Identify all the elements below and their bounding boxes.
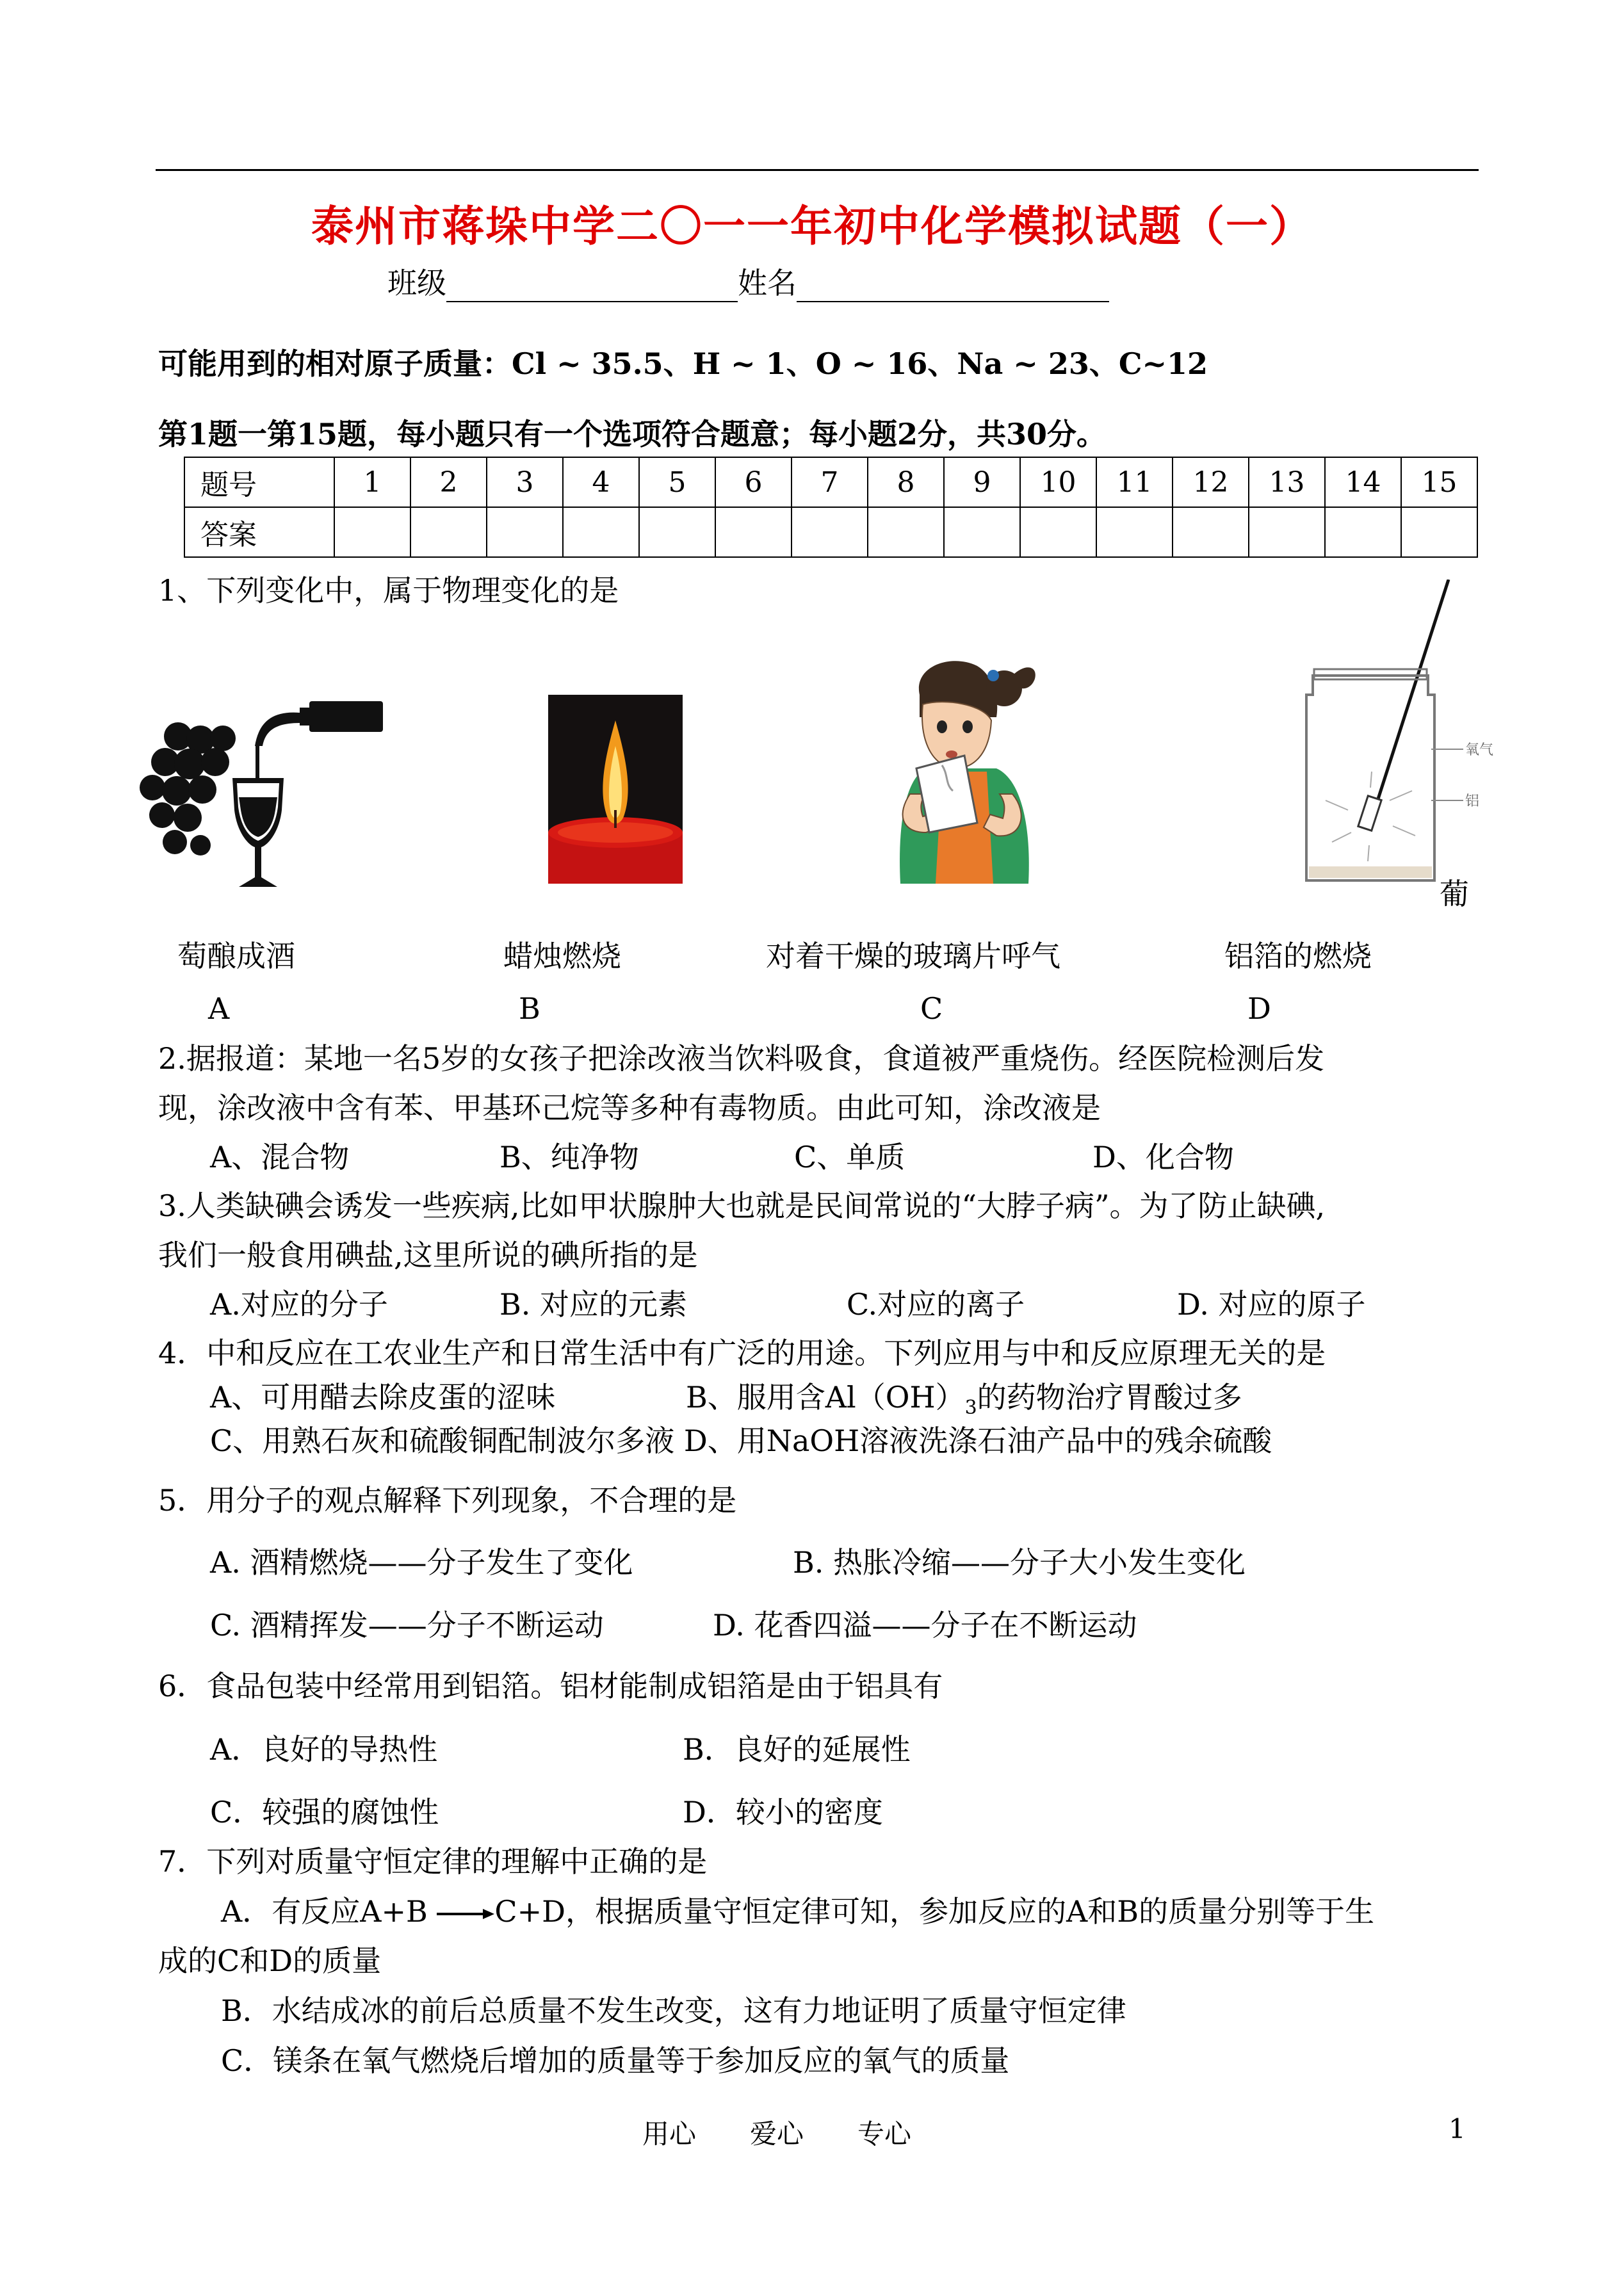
- q4-stem: 4．中和反应在工农业生产和日常生活中有广泛的用途。下列应用与中和反应原理无关的是: [158, 1336, 1326, 1370]
- q7-option-a-tail: C+D，根据质量守恒定律可知，参加反应的A和B的质量分别等于生: [494, 1894, 1375, 1929]
- q4-option-a: A、可用醋去除皮蛋的涩味: [210, 1380, 556, 1415]
- answer-table-cell: 13: [1249, 457, 1325, 507]
- top-rule: [156, 169, 1479, 171]
- page-title: 泰州市蒋垛中学二〇一一年初中化学模拟试题（一）: [311, 201, 1313, 251]
- answer-table-cell: 15: [1401, 457, 1477, 507]
- q6-option-b: B．良好的延展性: [683, 1732, 911, 1767]
- answer-table-cell: 11: [1096, 457, 1173, 507]
- answer-blank[interactable]: [792, 507, 868, 557]
- answer-blank[interactable]: [487, 507, 563, 557]
- answer-table-cell: 2: [410, 457, 487, 507]
- answer-table: [184, 457, 1478, 558]
- q3-line1: 3.人类缺碘会诱发一些疾病,比如甲状腺肿大也就是民间常说的“大脖子病”。为了防止缺碘,: [158, 1188, 1326, 1223]
- answer-table-answer-row: [184, 507, 1477, 557]
- answer-table-cell: 7: [792, 457, 868, 507]
- aluminum-label: 铝: [1465, 793, 1480, 809]
- q7-stem: 7．下列对质量守恒定律的理解中正确的是: [158, 1844, 708, 1879]
- answer-table-cell: 3: [487, 457, 563, 507]
- q1-caption-c: 对着干燥的玻璃片呼气: [766, 939, 1060, 973]
- q1-letter-c: C: [920, 991, 943, 1026]
- name-blank[interactable]: [797, 273, 1109, 302]
- q7-option-a-text: A．有反应A+B: [221, 1894, 437, 1929]
- q2-line1: 2.据报道：某地一名5岁的女孩子把涂改液当饮料吸食，食道被严重烧伤。经医院检测后发: [158, 1041, 1325, 1076]
- candle-image: [548, 695, 683, 884]
- answer-table-cell: 4: [563, 457, 639, 507]
- answer-blank[interactable]: [1249, 507, 1325, 557]
- q2-option-d: D、化合物: [1092, 1140, 1234, 1174]
- q1-caption-d: 铝箔的燃烧: [1224, 939, 1372, 973]
- q5-option-a: A. 酒精燃烧——分子发生了变化: [210, 1545, 633, 1580]
- q2-option-a: A、混合物: [210, 1140, 350, 1174]
- answer-blank[interactable]: [1325, 507, 1401, 557]
- answer-blank[interactable]: [334, 507, 410, 557]
- answer-table-header-answer: 答案: [184, 507, 334, 557]
- answer-blank[interactable]: [1096, 507, 1173, 557]
- answer-blank[interactable]: [715, 507, 792, 557]
- q5-option-b: B. 热胀冷缩——分子大小发生变化: [793, 1545, 1246, 1580]
- answer-blank[interactable]: [868, 507, 944, 557]
- answer-table-cell: 1: [334, 457, 410, 507]
- q3-option-b: B. 对应的元素: [499, 1287, 688, 1322]
- q6-option-d: D．较小的密度: [683, 1795, 883, 1829]
- q6-option-c: C．较强的腐蚀性: [210, 1795, 439, 1829]
- answer-table-cell: 8: [868, 457, 944, 507]
- q5-option-c: C. 酒精挥发——分子不断运动: [210, 1608, 604, 1642]
- answer-table-cell: 10: [1020, 457, 1096, 507]
- q5-option-d: D. 花香四溢——分子在不断运动: [713, 1608, 1137, 1642]
- class-blank[interactable]: [446, 273, 738, 302]
- q1-letter-d: D: [1247, 991, 1271, 1026]
- girl-breathing-image: [881, 640, 1054, 884]
- q1-letter-a: A: [208, 991, 230, 1026]
- answer-blank[interactable]: [1020, 507, 1096, 557]
- q3-option-c: C.对应的离子: [847, 1287, 1025, 1322]
- q6-stem: 6．食品包装中经常用到铝箔。铝材能制成铝箔是由于铝具有: [158, 1669, 943, 1703]
- answer-blank[interactable]: [563, 507, 639, 557]
- grape-wine-image: [140, 701, 396, 893]
- page-number: 1: [1449, 2113, 1466, 2145]
- answer-table-number-row: [184, 457, 1477, 507]
- q6-option-a: A．良好的导热性: [210, 1732, 438, 1767]
- answer-table-cell: 14: [1325, 457, 1401, 507]
- name-label: 姓名: [738, 266, 797, 300]
- answer-blank[interactable]: [1401, 507, 1477, 557]
- answer-blank[interactable]: [410, 507, 487, 557]
- answer-blank[interactable]: [639, 507, 715, 557]
- q3-option-a: A.对应的分子: [210, 1287, 388, 1322]
- q1-caption-b: 蜡烛燃烧: [503, 939, 621, 973]
- answer-table-cell: 6: [715, 457, 792, 507]
- class-name-line: [387, 264, 1109, 302]
- q1-stem: 1、下列变化中，属于物理变化的是: [158, 573, 619, 608]
- q7-option-a: [221, 1892, 1374, 1931]
- q3-line2: 我们一般食用碘盐,这里所说的碘所指的是: [158, 1238, 698, 1272]
- stray-char: 葡: [1440, 877, 1469, 911]
- answer-table-header-number: 题号: [184, 457, 334, 507]
- q4-option-b-text: B、服用含Al（OH）: [686, 1380, 965, 1415]
- q2-option-c: C、单质: [794, 1140, 905, 1174]
- footer-slogan: 用心 爱心 专心: [642, 2118, 912, 2150]
- answer-table-cell: 5: [639, 457, 715, 507]
- oxygen-label: 氧气: [1465, 742, 1494, 758]
- atomic-mass-line: 可能用到的相对原子质量：Cl ~ 35.5、H ~ 1、O ~ 16、Na ~ 23、C~12: [158, 346, 1208, 381]
- q4-option-b-tail: 的药物治疗胃酸过多: [977, 1380, 1242, 1415]
- q1-letter-b: B: [519, 991, 540, 1026]
- section-intro: 第1题一第15题，每小题只有一个选项符合题意；每小题2分，共30分。: [158, 417, 1107, 451]
- q7-option-a-line2: 成的C和D的质量: [158, 1943, 382, 1978]
- class-label: 班级: [387, 266, 446, 300]
- q1-caption-a: 萄酿成酒: [177, 939, 295, 973]
- q4-option-b: [686, 1378, 1242, 1427]
- reaction-arrow-icon: [437, 1906, 494, 1922]
- aluminum-jar-image: [1287, 580, 1505, 887]
- q7-option-c: C．镁条在氧气燃烧后增加的质量等于参加反应的氧气的质量: [221, 2043, 1010, 2078]
- q2-line2: 现，涂改液中含有苯、甲基环己烷等多种有毒物质。由此可知，涂改液是: [158, 1091, 1101, 1125]
- q3-option-d: D. 对应的原子: [1177, 1287, 1366, 1322]
- q5-stem: 5．用分子的观点解释下列现象，不合理的是: [158, 1483, 737, 1518]
- answer-blank[interactable]: [944, 507, 1020, 557]
- q4-option-cd: C、用熟石灰和硫酸铜配制波尔多液 D、用NaOH溶液洗涤石油产品中的残余硫酸: [210, 1423, 1272, 1458]
- q7-option-b: B．水结成冰的前后总质量不发生改变，这有力地证明了质量守恒定律: [221, 1993, 1126, 2028]
- answer-table-cell: 9: [944, 457, 1020, 507]
- q4-option-b-subscript: 3: [964, 1397, 977, 1420]
- answer-table-cell: 12: [1173, 457, 1249, 507]
- answer-blank[interactable]: [1173, 507, 1249, 557]
- q2-option-b: B、纯净物: [499, 1140, 639, 1174]
